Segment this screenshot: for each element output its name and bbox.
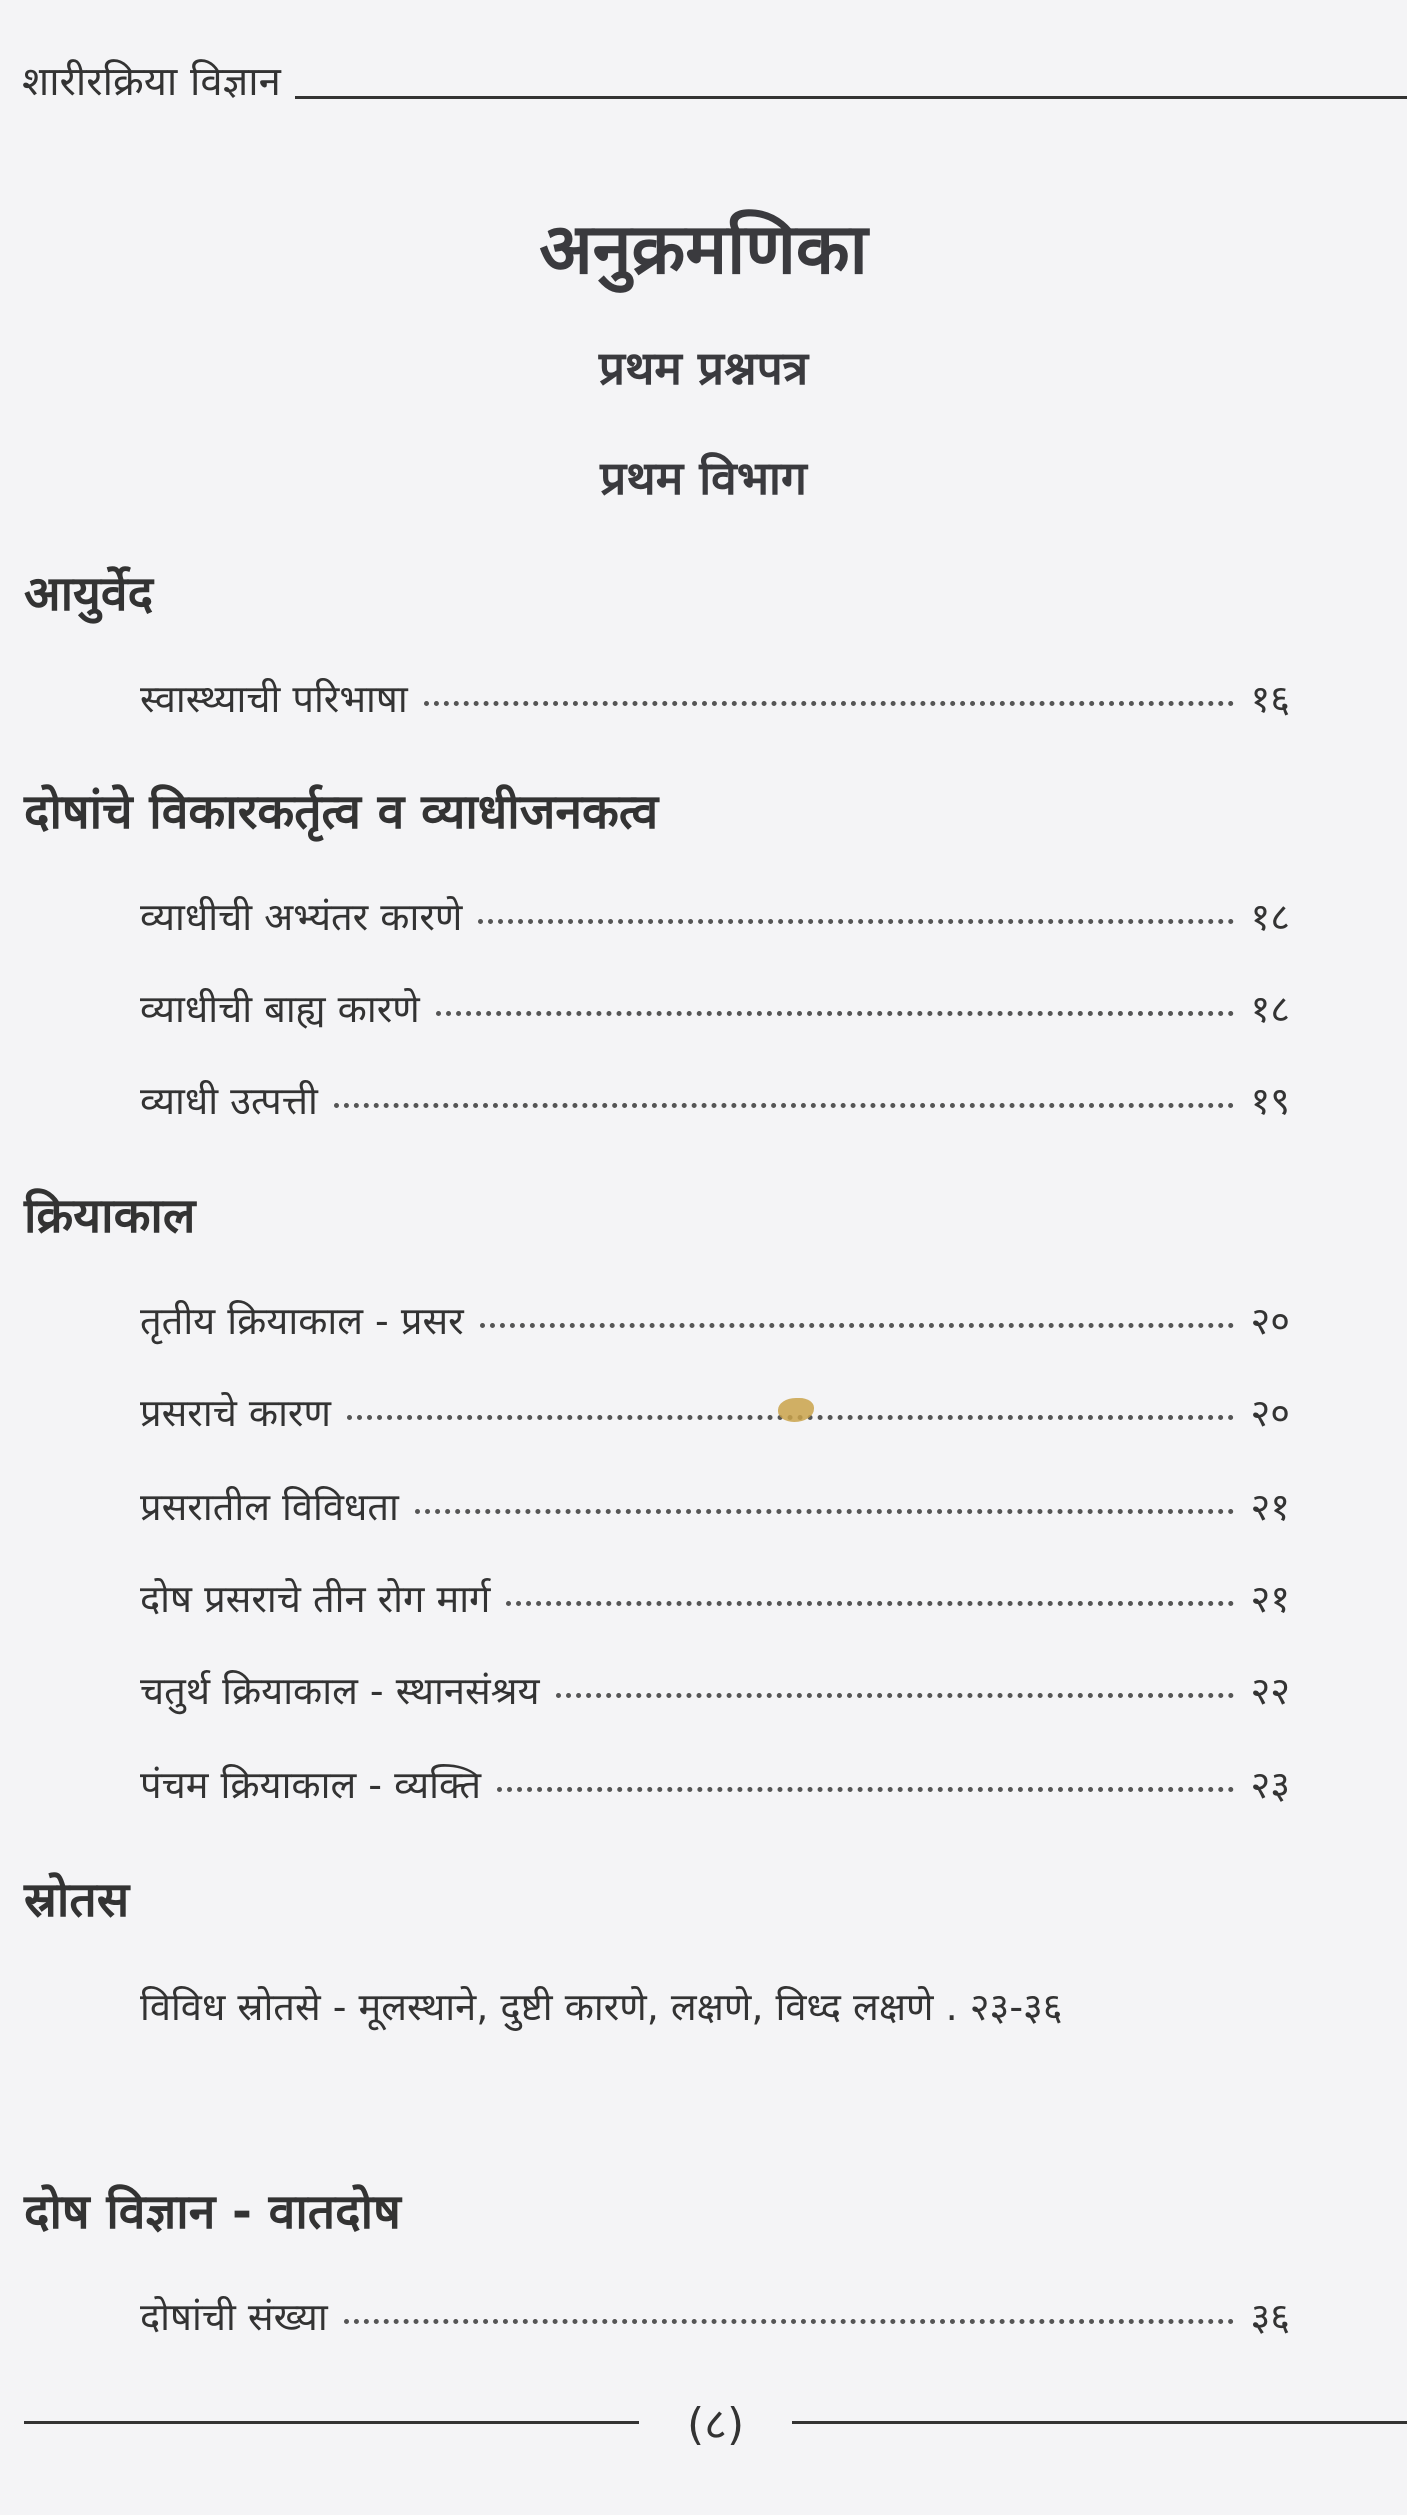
toc-heading: दोषांचे विकारकर्तृत्व व व्याधीजनकत्व: [24, 784, 659, 840]
paper-title: प्रथम प्रश्नपत्र: [598, 341, 809, 395]
toc-entry: [140, 1294, 1290, 1346]
toc-entry: [140, 1980, 1290, 2032]
toc-entry-label: व्याधी उत्पत्ती: [140, 1079, 318, 1123]
page-number: (८): [687, 2399, 745, 2450]
toc-entry-page: २१: [1250, 1577, 1290, 1621]
toc-entry-page: . २३-३६: [945, 1985, 1063, 2029]
toc-entry-page: २०: [1250, 1391, 1290, 1435]
toc-entry-label: दोष प्रसराचे तीन रोग मार्ग: [140, 1577, 491, 1621]
dot-leader: [497, 1787, 1234, 1792]
dot-leader: [424, 701, 1235, 706]
toc-entry-label: व्याधीची अभ्यंतर कारणे: [140, 895, 463, 939]
toc-entry-page: १६: [1250, 677, 1290, 721]
toc-entry-label: व्याधीची बाह्य कारणे: [140, 987, 420, 1031]
toc-heading: स्रोतस: [24, 1872, 130, 1928]
dot-leader: [344, 2319, 1235, 2324]
toc-entry: [140, 982, 1290, 1034]
toc-entry-label: विविध स्रोतसे - मूलस्थाने, दुष्टी कारणे, लक्षणे, विध्द लक्षणे: [140, 1985, 934, 2029]
footer-rule: [792, 2421, 1407, 2424]
toc-entry-page: २२: [1250, 1669, 1290, 1713]
toc-entry-label: प्रसराचे कारण: [140, 1391, 331, 1435]
toc-heading: आयुर्वेद: [24, 566, 154, 622]
toc-entry-label: स्वास्थ्याची परिभाषा: [140, 677, 408, 721]
dot-leader: [334, 1103, 1235, 1108]
toc-entry: [140, 2290, 1290, 2342]
toc-entry-page: २३: [1250, 1763, 1290, 1807]
toc-entry-page: ३६: [1250, 2295, 1290, 2339]
toc-entry-page: १८: [1250, 987, 1290, 1031]
toc-entry-label: चतुर्थ क्रियाकाल - स्थानसंश्रय: [140, 1669, 540, 1713]
dot-leader: [436, 1011, 1235, 1016]
toc-entry-page: १८: [1250, 895, 1290, 939]
toc-heading: क्रियाकाल: [24, 1188, 196, 1244]
toc-entry-label: पंचम क्रियाकाल - व्यक्ति: [140, 1763, 481, 1807]
page-footer: [24, 2392, 1407, 2452]
toc-entry: [140, 1572, 1290, 1624]
dot-leader: [506, 1601, 1234, 1606]
dot-leader: [478, 919, 1234, 924]
toc-entry-page: १९: [1250, 1079, 1290, 1123]
toc-entry: [140, 890, 1290, 942]
section-title: प्रथम विभाग: [600, 451, 807, 505]
toc-entry: [140, 1074, 1290, 1126]
footer-rule: [24, 2421, 639, 2424]
toc-entry-label: प्रसरातील विविधता: [140, 1485, 399, 1529]
running-head-rule: [295, 96, 1407, 99]
toc-entry: [140, 1664, 1290, 1716]
toc-entry: [140, 1758, 1290, 1810]
toc-heading: दोष विज्ञान - वातदोष: [24, 2184, 401, 2240]
toc-entry-page: २०: [1250, 1299, 1290, 1343]
toc-entry-label: दोषांची संख्या: [140, 2295, 328, 2339]
toc-entry: [140, 672, 1290, 724]
dot-leader: [556, 1693, 1235, 1698]
toc-entry: [140, 1386, 1290, 1438]
toc-entry-page: २१: [1250, 1485, 1290, 1529]
toc-entry: [140, 1480, 1290, 1532]
dot-leader: [480, 1323, 1235, 1328]
page-title: अनुक्रमणिका: [539, 208, 868, 290]
toc-entry-label: तृतीय क्रियाकाल - प्रसर: [140, 1299, 464, 1343]
running-head: [22, 52, 1407, 107]
dot-leader: [415, 1509, 1235, 1514]
running-head-text: शारीरक्रिया विज्ञान: [22, 59, 281, 105]
